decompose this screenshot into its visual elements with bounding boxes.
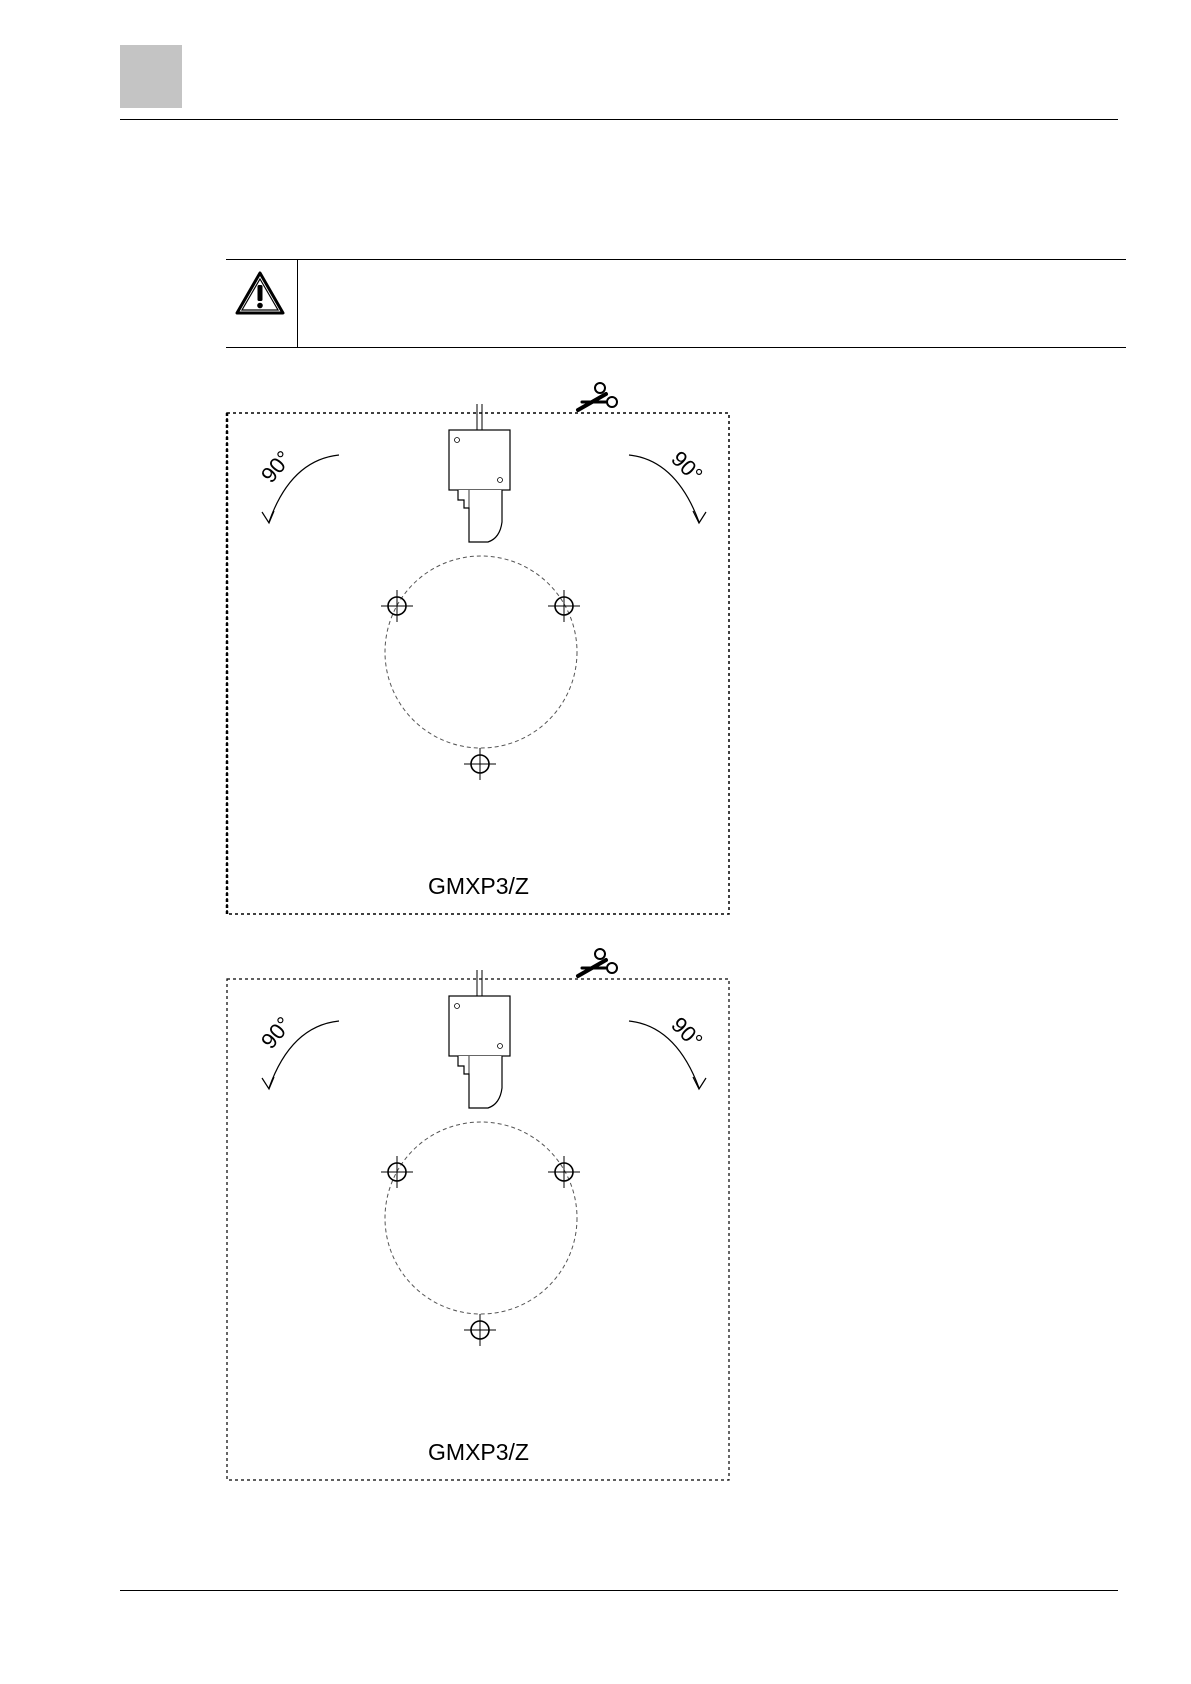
mounting-hole (548, 590, 580, 622)
warning-notice (226, 259, 1126, 348)
mounting-hole (464, 1314, 496, 1346)
mounting-hole (548, 1156, 580, 1188)
mounting-template (226, 978, 731, 1481)
mounting-hole (381, 590, 413, 622)
warning-divider (297, 260, 298, 347)
rotation-left-label: 90° (255, 1011, 297, 1054)
hole-circle (385, 556, 577, 748)
rotation-right-label: 90° (666, 446, 708, 488)
mounting-template (226, 412, 731, 915)
rotation-left-label: 90° (255, 445, 297, 488)
mounting-hole (381, 1156, 413, 1188)
device-body (449, 404, 510, 542)
header-divider (120, 119, 1118, 120)
hole-circle (385, 1122, 577, 1314)
template-drawing (226, 978, 731, 1481)
warning-triangle-icon (234, 270, 286, 316)
template-drawing (226, 412, 731, 915)
device-body (449, 970, 510, 1108)
model-label: GMXP3/Z (428, 873, 529, 899)
footer-divider (120, 1590, 1118, 1591)
mounting-hole (464, 748, 496, 780)
rotation-right-label: 90° (666, 1012, 708, 1054)
model-label: GMXP3/Z (428, 1439, 529, 1465)
scissors-icon (576, 380, 620, 420)
header-color-block (120, 45, 182, 108)
scissors-icon (576, 946, 620, 986)
